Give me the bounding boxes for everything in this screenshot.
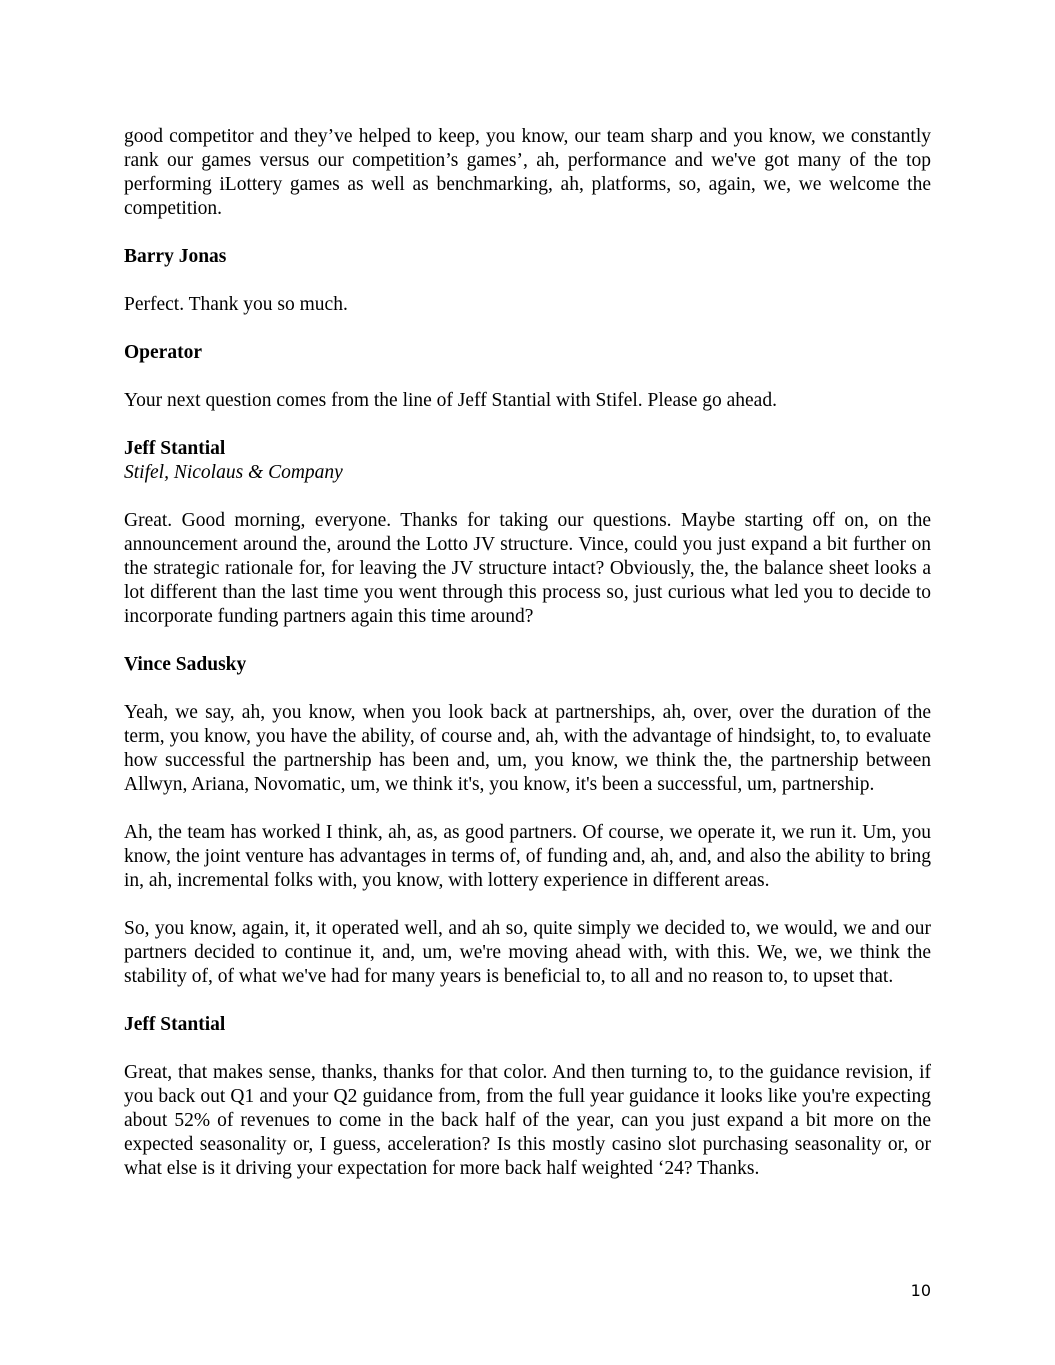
speaker-name: Operator [124,342,202,363]
transcript-paragraph: Perfect. Thank you so much. [124,294,348,315]
speaker-affiliation: Stifel, Nicolaus & Company [124,462,343,483]
page-number: 10 [910,1281,931,1300]
speaker-header [124,437,931,485]
transcript-page [124,125,931,1205]
transcript-paragraph: Great, that makes sense, thanks, thanks for that color. And then turning to, to the guidance revision, if you back out Q1 and your Q2 guidance from, from the full year guidance it looks like you're expecting about 52% of revenues to come in the back half of the year, can you just expand a bit more on the expected seasonality or, I guess, acceleration? Is this mostly casino slot purchasing seasonality or, or what else is it driving your expectation for more back half weighted ‘24? Thanks. [124,1062,931,1179]
transcript-paragraph: Ah, the team has worked I think, ah, as, as good partners. Of course, we operate it, we run it. Um, you know, the joint venture has advantages in terms of, of funding and, ah, and, and also the ability to bring in, ah, incremental folks with, you know, with lottery experience in different areas. [124,822,931,891]
transcript-paragraph: Great. Good morning, everyone. Thanks for taking our questions. Maybe starting off on, on the announcement around the, around the Lotto JV structure. Vince, could you just expand a bit further on the strategic rationale for, for leaving the JV structure intact? Obviously, the, the balance sheet looks a lot different than the last time you went through this process so, just curious what led you to decide to incorporate funding partners again this time around? [124,510,931,627]
speaker-name: Jeff Stantial [124,438,226,459]
transcript-paragraph: So, you know, again, it, it operated well, and ah so, quite simply we decided to, we would, we and our partners decided to continue it, and, um, we're moving ahead with, with this. We, we, we think the stability of, of what we've had for many years is beneficial to, to all and no reason to, to upset that. [124,918,931,987]
transcript-paragraph: good competitor and they’ve helped to keep, you know, our team sharp and you know, we constantly rank our games versus our competition’s games’, ah, performance and we've got many of the top performing iLottery games as well as benchmarking, ah, platforms, so, again, we, we welcome the competition. [124,126,931,219]
transcript-paragraph: Your next question comes from the line of Jeff Stantial with Stifel. Please go ahead. [124,390,777,411]
speaker-name: Vince Sadusky [124,654,247,675]
transcript-paragraph: Yeah, we say, ah, you know, when you look back at partnerships, ah, over, over the duration of the term, you know, you have the ability, of course and, ah, with the advantage of hindsight, to, to evaluate how successful the partnership has been and, um, you know, we think the, the partnership between Allwyn, Ariana, Novomatic, um, we think it's, you know, it's been a successful, um, partnership. [124,702,931,795]
speaker-name: Jeff Stantial [124,1014,226,1035]
speaker-name: Barry Jonas [124,246,227,267]
